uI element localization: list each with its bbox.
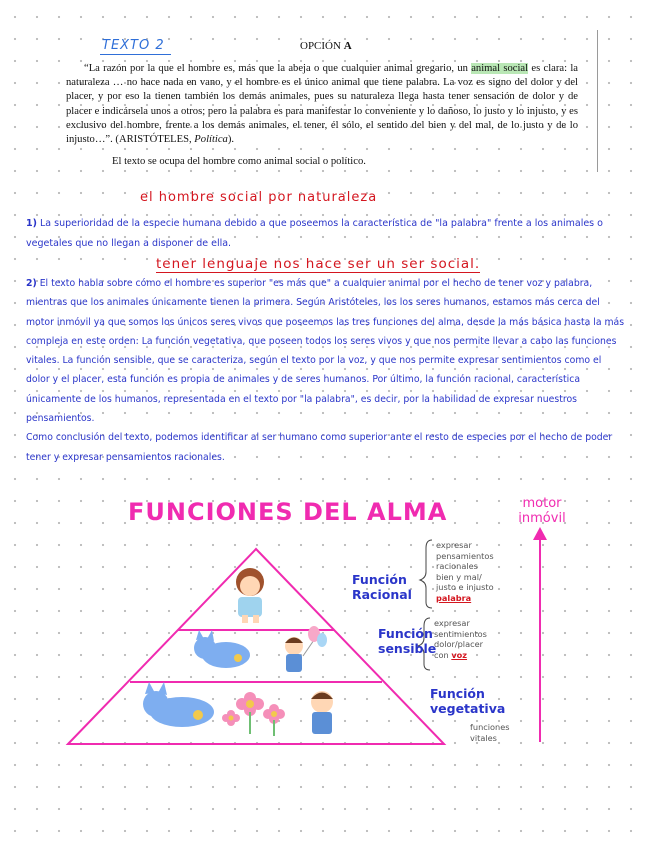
highlight-animal-social: animal social <box>471 63 529 74</box>
boy-figure-icon <box>311 691 333 734</box>
level-racional-label: Función Racional <box>352 572 412 602</box>
blue-cat-icon <box>194 630 250 668</box>
boy-with-balloons-icon <box>285 626 327 672</box>
pink-flower-icon <box>222 710 240 726</box>
answer-2-conclusion: Como conclusión del texto, podemos identificar al ser humano como superior ante el resto de especies por el hecho de poder tener y expresar pensamientos racionales. <box>26 432 613 463</box>
aristotle-quote: “La razón por la que el hombre es, más que la abeja o que cualquier animal gregario, un animal social es clara: la naturaleza … no hace nada en vano, y el hombre es el único animal que tiene palabra. La voz es signo del dolor y del placer, y por eso la tienen también los demás animales, pues su naturaleza llega hasta tener sensación de dolor y de placer e indicársela unos a otros; pero la palabra es para manifestar lo conveniente y lo dañoso, lo justo y lo injusto, y es exclusivo del hombre, frente a los demás animales, el tener, él sólo, el sentido del bien y del mal, de lo justo y de lo injusto…”. (ARISTÓTELES, Política). <box>66 63 579 146</box>
bracket-racional <box>420 540 432 608</box>
motor-inmovil-label: motor inmóvil <box>518 496 566 526</box>
girl-figure-icon <box>236 568 264 623</box>
arrow-head-icon <box>533 527 547 540</box>
red-note-language: tener lenguaje nos hace ser un ser social. <box>156 256 481 272</box>
pink-flower-icon <box>236 692 264 734</box>
notes-vegetativa: funciones vitales <box>470 722 510 743</box>
notes-sensible: expresar sentimientos dolor/placer con voz <box>434 618 487 660</box>
blue-cat-icon <box>143 682 214 727</box>
keyword-palabra: palabra <box>436 592 472 603</box>
diagram-title: FUNCIONES DEL ALMA <box>128 498 448 526</box>
level-vegetativa-label: Función vegetativa <box>430 686 506 716</box>
red-note-thesis: el hombre social por naturaleza <box>140 190 378 205</box>
text-statement: El texto se ocupa del hombre como animal social o político. <box>112 156 366 167</box>
opcion-heading: OPCIÓN A <box>300 40 352 52</box>
texto-label: TEXTO 2 <box>100 38 171 55</box>
keyword-voz: voz <box>451 649 468 660</box>
answer-2: 2) El texto habla sobre cómo el hombre es superior "es más que" a cualquier animal por el hecho de tener voz y palabra, mientras que los animales únicamente tienen la primera. Según Aristóteles, los los seres humanos, estamos más cerca del motor inmóvil ya que somos los únicos seres vivos que poseemos las tres funciones del alma, desde la más básica hasta la más compleja en este orden: La función vegetativa, que poseen todos los seres vivos y que nos permite llevar a cabo las funciones vitales. La función sensible, que se caracteriza, según el texto por la voz, y que nos permite expresar sentimientos como el dolor y el placer, esta función es propia de animales y de seres humanos. Por último, la función racional, característica únicamente de los humanos, representada en el texto por "la palabra", es decir, por la habilidad de expresar nuestros pensamientos. Como conclusión del texto, podemos identificar al ser humano como superior ante el resto de especies por el hecho de poder tener y expresar pensamientos racionales. <box>26 278 625 463</box>
pink-flower-icon <box>263 704 285 736</box>
notes-racional: expresar pensamientos racionales bien y mal/ justo e injusto palabra <box>436 540 494 603</box>
answer-1: 1) La superioridad de la especie humana debido a que poseemos la característica de "la palabra" frente a los animales o vegetales que no llegan a disponer de ella. <box>26 218 603 249</box>
level-sensible-label: Función sensible <box>378 626 437 656</box>
